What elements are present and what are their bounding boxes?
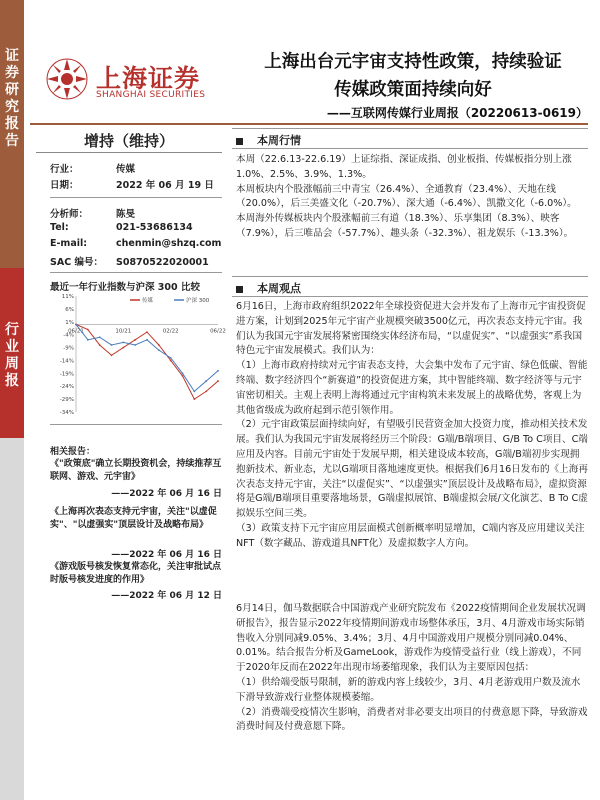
chart-title: 最近一年行业指数与沪深 300 比较 <box>50 282 200 293</box>
square-bullet-icon <box>236 286 243 293</box>
related-report-title[interactable]: 《上海再次表态支持元宇宙，关注"以虚促实"、"以虚强实"顶层设计及战略布局》 <box>50 507 217 530</box>
paragraph: 6月16日，上海市政府组织2022年全球投资促进大会并发布了上海市元宇宙投资促进方案，计划到2025年元宇宙产业规模突破3500亿元，再次表态支持元宇宙。我们认为我国元宇宙发展将紧密围绕实体经济布局，“以虚促实”、“以虚强实”系我国特色元宇宙发展模式。我们认为： <box>236 301 586 357</box>
data-point <box>205 390 207 392</box>
section2-block1 <box>236 300 588 552</box>
info-key: 行业： <box>50 164 79 175</box>
data-point <box>217 380 219 382</box>
data-point <box>75 323 77 325</box>
data-point <box>111 354 113 356</box>
y-tick-label: 6% <box>65 306 74 313</box>
section-heading <box>236 132 301 148</box>
info-industry <box>50 161 135 175</box>
data-point <box>146 331 148 333</box>
paragraph: （2）元宇宙政策层面持续向好，有望吸引民营资金加大投资力度，推动相关技术发展。我们认为我国元宇宙发展将经历三个阶段：G端/B端项目、G/B To C项目、C端应用及内容。目前元宇宙处于发展早期，相关建设成本较高，G端/B端初步实现拥抱新技术、新业态，尤以G端项目落地速度更快。根据我们6月16日发布的《上海再次表态支持元宇宙，关注“以虚促实”、“以虚强实”顶层设计及战略布局》，虚拟资源将是G端/B端项目重要落地场景，G端虚拟展馆、B端虚拟会展/文化演艺、B To C虚拟娱乐空间三类。 <box>236 419 588 520</box>
data-point <box>87 329 89 331</box>
report-title-line1: 上海出台元宇宙支持性政策，持续验证 <box>264 52 562 72</box>
brand-name-en: SHANGHAI SECURITIES <box>96 90 206 100</box>
y-tick-label: -24% <box>59 384 74 391</box>
series-line <box>76 324 218 399</box>
analyst-key: 分析师： <box>50 209 89 220</box>
paragraph: （2）消费端受疫情次生影响，消费者对非必要支出项目的付费意愿下降，导致游戏消费时间及付费意愿下降。 <box>236 706 588 733</box>
sun-logo-icon <box>46 58 88 100</box>
section-heading-text: 本周行情 <box>257 134 301 147</box>
related-report-date: ——2022 年 06 月 16 日 <box>111 550 222 560</box>
info-divider <box>50 197 222 198</box>
section1-top-rule <box>232 128 588 129</box>
legend-label: 沪深 300 <box>186 298 210 304</box>
related-heading: 相关报告： <box>50 447 96 457</box>
related-report-date: ——2022 年 06 月 16 日 <box>111 489 222 499</box>
data-point <box>170 360 172 362</box>
analyst-key: SAC 编号： <box>50 257 103 268</box>
header-divider <box>30 123 588 125</box>
analyst-value: S0870522020001 <box>116 257 209 268</box>
section2-block2 <box>236 602 588 735</box>
paragraph: 本周（22.6.13-22.6.19）上证综指、深证成指、创业板指、传媒板指分别上涨1.0%、2.5%、3.9%、1.3%。 <box>236 154 572 180</box>
data-point <box>193 398 195 400</box>
section1-body <box>236 153 588 242</box>
x-tick-label: 10/21 <box>115 328 132 335</box>
analyst-key: E-mail: <box>50 238 88 249</box>
info-key: 日期： <box>50 180 79 191</box>
y-tick-label: -34% <box>59 410 74 416</box>
paragraph: （1）供给端受版号限制，新的游戏内容上线较少，3月、4月老游戏用户数及流水下滑导致游戏行业整体规模萎缩。 <box>236 676 581 703</box>
x-tick-label: 02/22 <box>162 328 179 335</box>
report-subtitle: ——互联网传媒行业周报（20220613-0619） <box>326 106 588 120</box>
analyst-email-link[interactable]: chenmin@shzq.com <box>116 238 222 249</box>
paragraph: 6月14日，伽马数据联合中国游戏产业研究院发布《2022疫情期间企业发展状况调研报告》，报告显示2022年疫情期间游戏市场整体承压，3月、4月游戏市场实际销售收入分别同减9.05%、3.4%；3月、4月中国游戏用户规模分别同减0.04%、0.01%。结合报告分析及GameLook，游戏作为疫情受益行业（线上游戏），不同于2020年反而在2022年出现市场萎缩现象，我们认为主要原因包括： <box>236 603 586 674</box>
sidebar-top-label: 证券研究报告 <box>5 48 19 149</box>
analyst-email[interactable] <box>50 238 221 249</box>
y-tick-label: -29% <box>59 397 74 404</box>
brand-name-cn: 上海证券 <box>96 64 201 93</box>
section-heading-text: 本周观点 <box>257 282 301 295</box>
data-point <box>122 342 124 344</box>
square-bullet-icon <box>236 138 243 145</box>
analyst-value: 021-53686134 <box>116 222 193 233</box>
chart-divider <box>50 424 222 425</box>
paragraph: （1）上海市政府持续对元宇宙表态支持，大会集中发布了元宇宙、绿色低碳、智能终端、数字经济四个“新赛道”的投资促进方案，其中智能终端、数字经济等与元宇宙密切相关。主观上表明上海将通过元宇宙构筑未来发展上的战略优势，客观上为其他省级成为政府起到示范引领作用。 <box>236 360 588 416</box>
paragraph: 本周板块内个股涨幅前三中青宝（26.4%）、全通教育（23.4%）、天地在线（20.0%），后三美盛文化（-20.7%）、深大通（-6.4%）、凯撒文化（-6.0%）。 <box>236 183 577 210</box>
series-line <box>76 324 218 391</box>
index-comparison-chart <box>50 290 226 418</box>
related-report-title[interactable]: 《游戏版号核发恢复常态化，关注审批试点时版号核发进度的作用》 <box>50 562 222 585</box>
data-point <box>146 339 148 341</box>
rating-divider <box>36 152 222 153</box>
section-heading <box>236 280 301 296</box>
y-tick-label: 11% <box>61 294 74 300</box>
data-point <box>158 349 160 351</box>
data-point <box>170 357 172 359</box>
rating: 增持（维持） <box>83 132 174 150</box>
analyst-name <box>50 206 135 220</box>
y-tick-label: -14% <box>59 358 74 365</box>
analyst-divider <box>50 272 222 273</box>
related-report-date: ——2022 年 06 月 12 日 <box>111 591 222 601</box>
data-point <box>99 336 101 338</box>
x-tick-label: 06/22 <box>210 328 226 335</box>
info-value: 传媒 <box>116 164 136 175</box>
section1-bottom-rule <box>232 148 588 149</box>
data-point <box>134 339 136 341</box>
data-point <box>134 344 136 346</box>
data-point <box>158 344 160 346</box>
y-tick-label: 1% <box>65 319 74 326</box>
analyst-value: 陈旻 <box>116 209 136 220</box>
analyst-tel <box>50 222 193 233</box>
x-tick-label: 06/21 <box>68 328 84 335</box>
paragraph: （3）政策支持下元宇宙应用层面模式创新概率明显增加，C端内容及应用建议关注NFT（数字藏品、游戏道具NFT化）及虚拟数字人方向。 <box>236 522 585 549</box>
paragraph: 本周海外传媒板块内个股涨幅前三有道（18.3%）、乐享集团（8.3%）、映客（7.9%），后三唯品会（-57.7%）、趣头条（-32.3%）、祖龙娱乐（-13.3%）。 <box>236 213 574 239</box>
info-date <box>50 177 214 191</box>
report-title-line2: 传媒政策面持续向好 <box>334 80 492 100</box>
y-tick-label: -4% <box>63 332 74 339</box>
data-point <box>182 375 184 377</box>
sidebar-bottom-band <box>0 438 24 800</box>
sidebar <box>0 0 24 800</box>
related-report-title[interactable]: 《"政策底"确立长期投资机会，持续推荐互联网、游戏、元宇宙》 <box>50 459 222 482</box>
data-point <box>111 344 113 346</box>
section2-bottom-rule <box>232 296 588 297</box>
data-point <box>87 339 89 341</box>
section2-top-rule <box>232 276 588 277</box>
analyst-key: Tel: <box>50 222 69 233</box>
sidebar-mid-label: 行业周报 <box>5 322 19 389</box>
data-point <box>99 344 101 346</box>
analyst-sac <box>50 254 209 268</box>
y-tick-label: -9% <box>63 345 74 352</box>
y-tick-label: -19% <box>59 371 74 378</box>
data-point <box>182 372 184 374</box>
data-point <box>217 370 219 372</box>
data-point <box>122 347 124 349</box>
legend-label: 传媒 <box>142 298 154 304</box>
info-value: 2022 年 06 月 19 日 <box>116 180 214 191</box>
data-point <box>205 380 207 382</box>
data-point <box>193 390 195 392</box>
